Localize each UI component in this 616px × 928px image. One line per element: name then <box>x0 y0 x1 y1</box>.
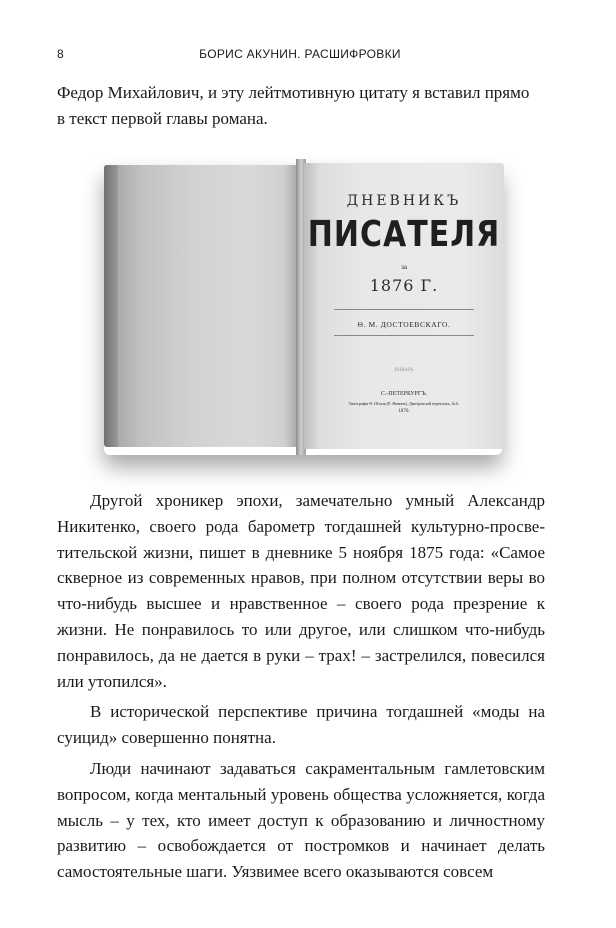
title-page-rule <box>334 309 474 310</box>
book-photo <box>98 157 508 457</box>
intro-line: Федор Михайлович, и эту лейтмотивную цитату я вставил прямо <box>57 83 530 102</box>
paragraph: В исторической перспективе причина тогдашней «моды на суицид» совершенно понятна. <box>57 702 545 748</box>
title-page-city: С.-ПЕТЕРБУРГЪ. <box>380 391 428 397</box>
body-text <box>57 488 545 890</box>
intro-line: в текст первой главы романа. <box>57 108 268 128</box>
paragraph: Другой хроникер эпохи, замечательно умный Александр Никитенко, своего рода барометр тогдашней культурно-просветительской жизни, пишет в дневнике 5 ноября 1875 года: «Самое скверное из современных нравов, при полном отсутствии веры во что-нибудь высшее и нравственное – своего рода презрение к жизни. Не понравилось то или другое, или слишком что-нибудь понравилось, да не дается в руки – трах! – застрелился, повесился или утопился». <box>57 491 545 691</box>
page-header <box>57 47 543 63</box>
title-page-mark: ЯНВАРЬ <box>394 368 414 373</box>
title-page-for: за <box>401 263 407 271</box>
title-page-diary: ДНЕВНИКЪ <box>346 193 462 209</box>
title-page-printer: Типографія Ѳ. Шталя (Е. Нивинъ), Дмитровскій переулокъ, № 6. <box>348 401 460 406</box>
book-left-page <box>104 165 300 447</box>
running-head: БОРИС АКУНИН. РАСШИФРОВКИ <box>199 47 401 61</box>
title-page-rule <box>334 335 474 336</box>
page-number: 8 <box>57 47 64 61</box>
title-page-author: Ѳ. М. ДОСТОЕВСКАГО. <box>357 320 451 329</box>
title-page-writer: ПИСАТЕЛЯ <box>307 213 501 256</box>
book-left-edge <box>104 165 118 447</box>
paragraph: Люди начинают задаваться сакраментальным гамлетовским вопросом, когда ментальный уровень общества усложняется, когда мысль – у тех, кто имеет доступ к образованию и личностному развитию – освобождается от постромков и начинает делать самостоятельные шаги. Уязвимее всего оказываются совсем <box>57 758 545 882</box>
title-page-pub-year: 1876. <box>398 409 410 414</box>
book-title-page <box>304 163 504 449</box>
intro-text <box>57 80 545 132</box>
title-page-year: 1876 Г. <box>369 276 439 295</box>
